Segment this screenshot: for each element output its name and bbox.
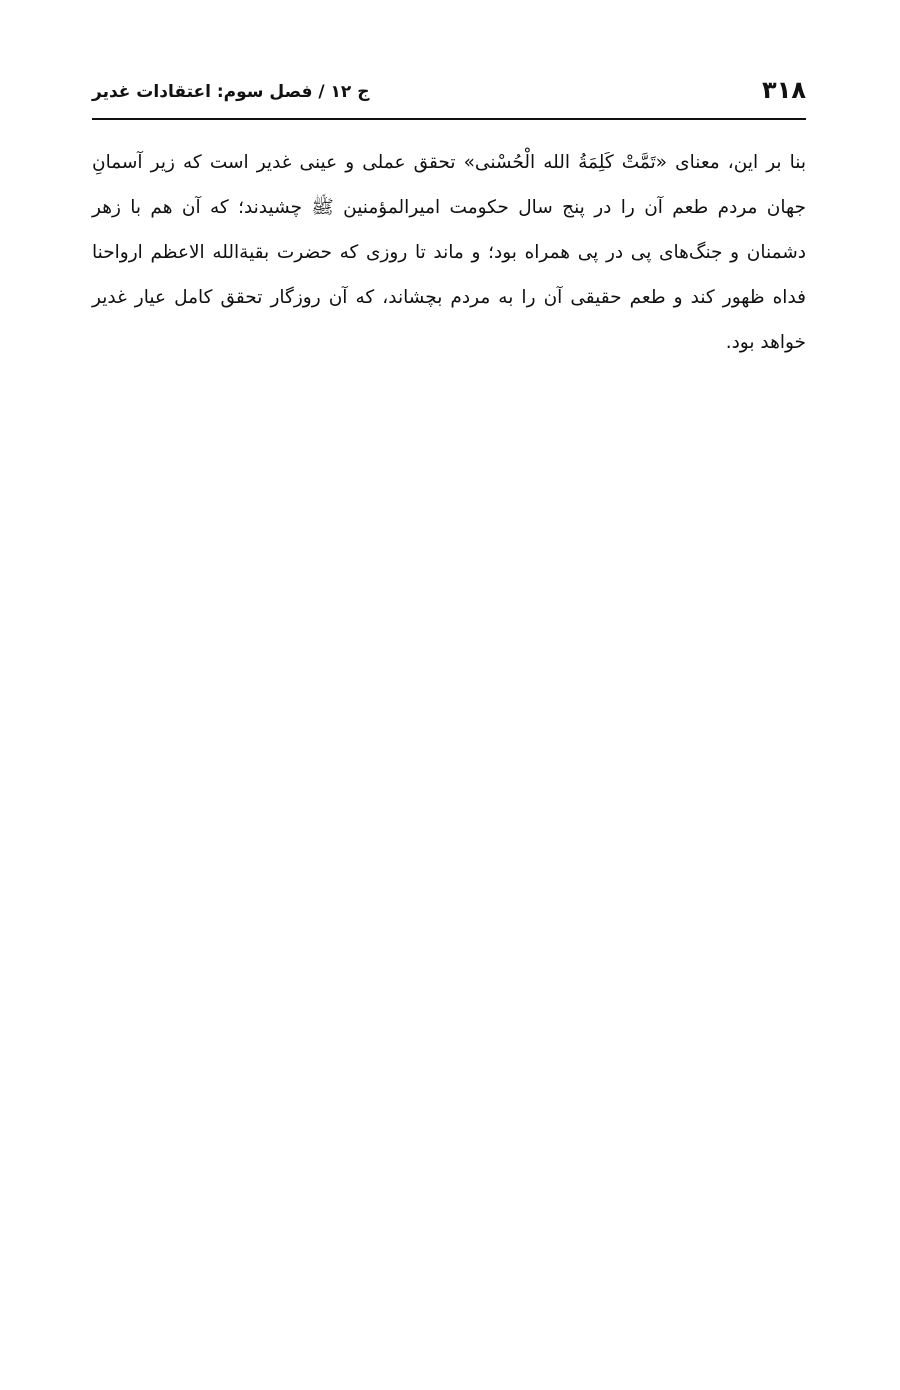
running-header (92, 72, 806, 116)
header-divider (92, 118, 806, 120)
running-title: ج ۱۲ / فصل سوم: اعتقادات غدیر (92, 82, 370, 102)
body-paragraph: بنا بر این، معنای «تَمَّتْ كَلِمَةُ الله الْحُسْنی» تحقق عملی و عینی غدیر است که زیر آسمانِ جهان مردم طعم آن را در پنج سال حکومت امیرالمؤمنین ﷺ چشیدند؛ که آن هم با زهر دشمنان و جنگ‌های پی در پی همراه بود؛ و ماند تا روزی که حضرت بقیةالله الاعظم ارواحنا فداه ظهور کند و طعم حقیقی آن را به مردم بچشاند، که آن روزگار تحقق کامل عیار غدیر خواهد بود. (92, 152, 806, 353)
page-number: ۳۱۸ (762, 76, 806, 104)
